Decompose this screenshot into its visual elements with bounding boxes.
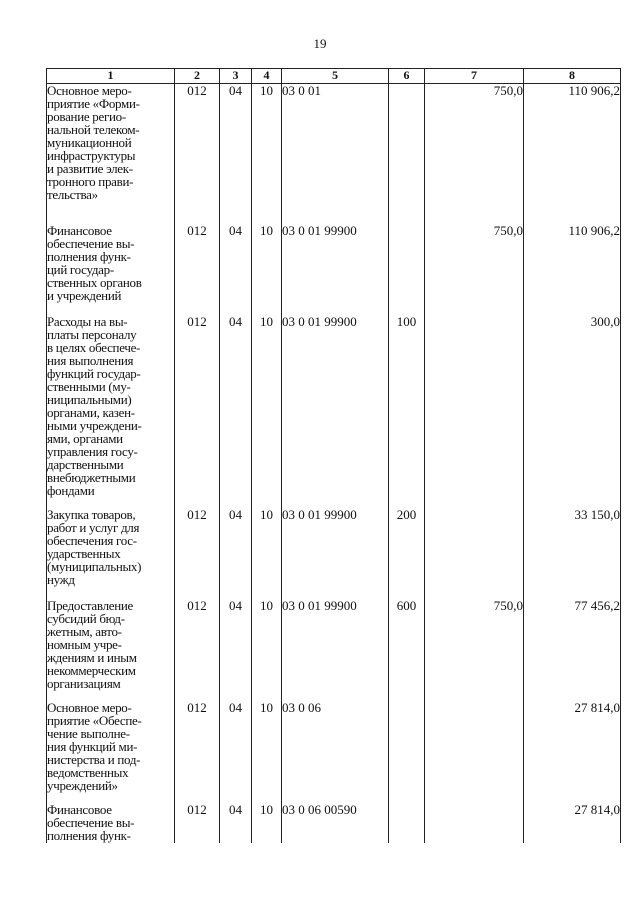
amount-column-7 <box>425 803 524 843</box>
ministry-code: 012 <box>175 599 220 701</box>
column-header-row <box>47 69 621 84</box>
target-article-code: 03 0 01 99900 <box>282 315 389 508</box>
subsection-code: 10 <box>252 315 282 508</box>
row-name-line: работ и услуг для <box>47 520 140 535</box>
expense-type-code: 200 <box>389 508 425 599</box>
row-name-line: внебюджетными <box>47 470 136 485</box>
ministry-code: 012 <box>175 84 220 225</box>
ministry-code: 012 <box>175 224 220 315</box>
amount-column-8: 110 906,2 <box>524 224 621 315</box>
row-name-line: тельства» <box>47 187 98 202</box>
subsection-code: 10 <box>252 508 282 599</box>
column-header: 7 <box>425 69 524 84</box>
row-name-line: ударственных <box>47 546 121 561</box>
subsection-code: 10 <box>252 224 282 315</box>
row-name-line: управления госу- <box>47 444 138 459</box>
row-name-cell <box>47 224 175 315</box>
subsection-code: 10 <box>252 701 282 803</box>
table-row <box>47 224 621 315</box>
table-row <box>47 508 621 599</box>
row-name-line: полнения функ- <box>47 249 131 264</box>
section-code: 04 <box>220 84 252 225</box>
row-name-line: тронного прави- <box>47 174 134 189</box>
row-name-line: ями, органами <box>47 431 123 446</box>
row-name-line: номным учре- <box>47 637 122 652</box>
row-name-line: Основное меро- <box>47 700 132 715</box>
row-name-line: приятие «Обеспе- <box>47 713 142 728</box>
table-row <box>47 803 621 843</box>
expense-type-code <box>389 803 425 843</box>
row-name-cell <box>47 84 175 225</box>
section-code: 04 <box>220 701 252 803</box>
row-name-line: обеспечение вы- <box>47 236 135 251</box>
target-article-code: 03 0 06 <box>282 701 389 803</box>
row-name-line: Финансовое <box>47 223 112 238</box>
row-name-line: инфраструктуры <box>47 148 136 163</box>
column-header: 2 <box>175 69 220 84</box>
amount-column-8: 33 150,0 <box>524 508 621 599</box>
row-name-line: муникационной <box>47 135 132 150</box>
amount-column-7 <box>425 315 524 508</box>
ministry-code: 012 <box>175 315 220 508</box>
row-name-line: Расходы на вы- <box>47 314 128 329</box>
expense-type-code: 100 <box>389 315 425 508</box>
row-name-line: ния функций ми- <box>47 739 138 754</box>
column-header: 5 <box>282 69 389 84</box>
page-number: 19 <box>313 36 327 51</box>
amount-column-7: 750,0 <box>425 224 524 315</box>
row-name-line: рование регио- <box>47 109 126 124</box>
target-article-code: 03 0 01 99900 <box>282 224 389 315</box>
row-name-line: некоммерческим <box>47 663 136 678</box>
row-name-line: ственными (му- <box>47 379 131 394</box>
row-name-line: дарственными <box>47 457 124 472</box>
row-name-line: нужд <box>47 572 75 587</box>
target-article-code: 03 0 01 99900 <box>282 599 389 701</box>
row-name-line: приятие «Форми- <box>47 96 140 111</box>
subsection-code: 10 <box>252 599 282 701</box>
budget-table <box>46 68 621 843</box>
row-name-line: платы персоналу <box>47 327 137 342</box>
subsection-code: 10 <box>252 803 282 843</box>
column-header: 1 <box>47 69 175 84</box>
row-name-line: Предоставление <box>47 598 134 613</box>
row-name-line: Закупка товаров, <box>47 507 136 522</box>
row-name-line: обеспечения гос- <box>47 533 137 548</box>
row-name-line: в целях обеспече- <box>47 340 141 355</box>
row-name-cell <box>47 701 175 803</box>
row-name-line: функций государ- <box>47 366 141 381</box>
expense-type-code <box>389 84 425 225</box>
row-name-cell <box>47 803 175 843</box>
table-row <box>47 599 621 701</box>
subsection-code: 10 <box>252 84 282 225</box>
expense-type-code: 600 <box>389 599 425 701</box>
amount-column-8: 27 814,0 <box>524 701 621 803</box>
amount-column-8: 110 906,2 <box>524 84 621 225</box>
column-header: 4 <box>252 69 282 84</box>
row-name-line: нальной телеком- <box>47 122 140 137</box>
row-name-line: жетным, авто- <box>47 624 122 639</box>
row-name-line: ниципальными) <box>47 392 132 407</box>
section-code: 04 <box>220 803 252 843</box>
section-code: 04 <box>220 315 252 508</box>
row-name-line: нистерства и под- <box>47 752 141 767</box>
amount-column-8: 27 814,0 <box>524 803 621 843</box>
row-name-line: Финансовое <box>47 802 112 817</box>
expense-type-code <box>389 701 425 803</box>
ministry-code: 012 <box>175 803 220 843</box>
row-name-line: чение выполне- <box>47 726 130 741</box>
ministry-code: 012 <box>175 701 220 803</box>
section-code: 04 <box>220 508 252 599</box>
row-name-line: и учреждений <box>47 288 122 303</box>
row-name-line: обеспечение вы- <box>47 815 135 830</box>
row-name-line: (муниципальных) <box>47 559 142 574</box>
row-name-line: учреждений» <box>47 778 118 793</box>
amount-column-8: 77 456,2 <box>524 599 621 701</box>
row-name-cell <box>47 315 175 508</box>
table-row <box>47 701 621 803</box>
target-article-code: 03 0 01 99900 <box>282 508 389 599</box>
row-name-line: фондами <box>47 483 95 498</box>
target-article-code: 03 0 01 <box>282 84 389 225</box>
amount-column-7: 750,0 <box>425 84 524 225</box>
column-header: 8 <box>524 69 621 84</box>
target-article-code: 03 0 06 00590 <box>282 803 389 843</box>
row-name-line: и развитие элек- <box>47 161 133 176</box>
table-row <box>47 84 621 225</box>
amount-column-7 <box>425 508 524 599</box>
row-name-line: субсидий бюд- <box>47 611 125 626</box>
section-code: 04 <box>220 599 252 701</box>
row-name-cell <box>47 599 175 701</box>
row-name-cell <box>47 508 175 599</box>
amount-column-7: 750,0 <box>425 599 524 701</box>
row-name-line: ными учреждени- <box>47 418 142 433</box>
section-code: 04 <box>220 224 252 315</box>
row-name-line: органами, казен- <box>47 405 135 420</box>
row-name-line: полнения функ- <box>47 828 131 843</box>
row-name-line: ственных органов <box>47 275 142 290</box>
row-name-line: организациям <box>47 676 121 691</box>
table-row <box>47 315 621 508</box>
amount-column-7 <box>425 701 524 803</box>
row-name-line: ведомственных <box>47 765 129 780</box>
row-name-line: ждениям и иным <box>47 650 137 665</box>
amount-column-8: 300,0 <box>524 315 621 508</box>
column-header: 6 <box>389 69 425 84</box>
expense-type-code <box>389 224 425 315</box>
row-name-line: Основное меро- <box>47 83 132 98</box>
ministry-code: 012 <box>175 508 220 599</box>
row-name-line: ния выполнения <box>47 353 134 368</box>
column-header: 3 <box>220 69 252 84</box>
row-name-line: ций государ- <box>47 262 114 277</box>
